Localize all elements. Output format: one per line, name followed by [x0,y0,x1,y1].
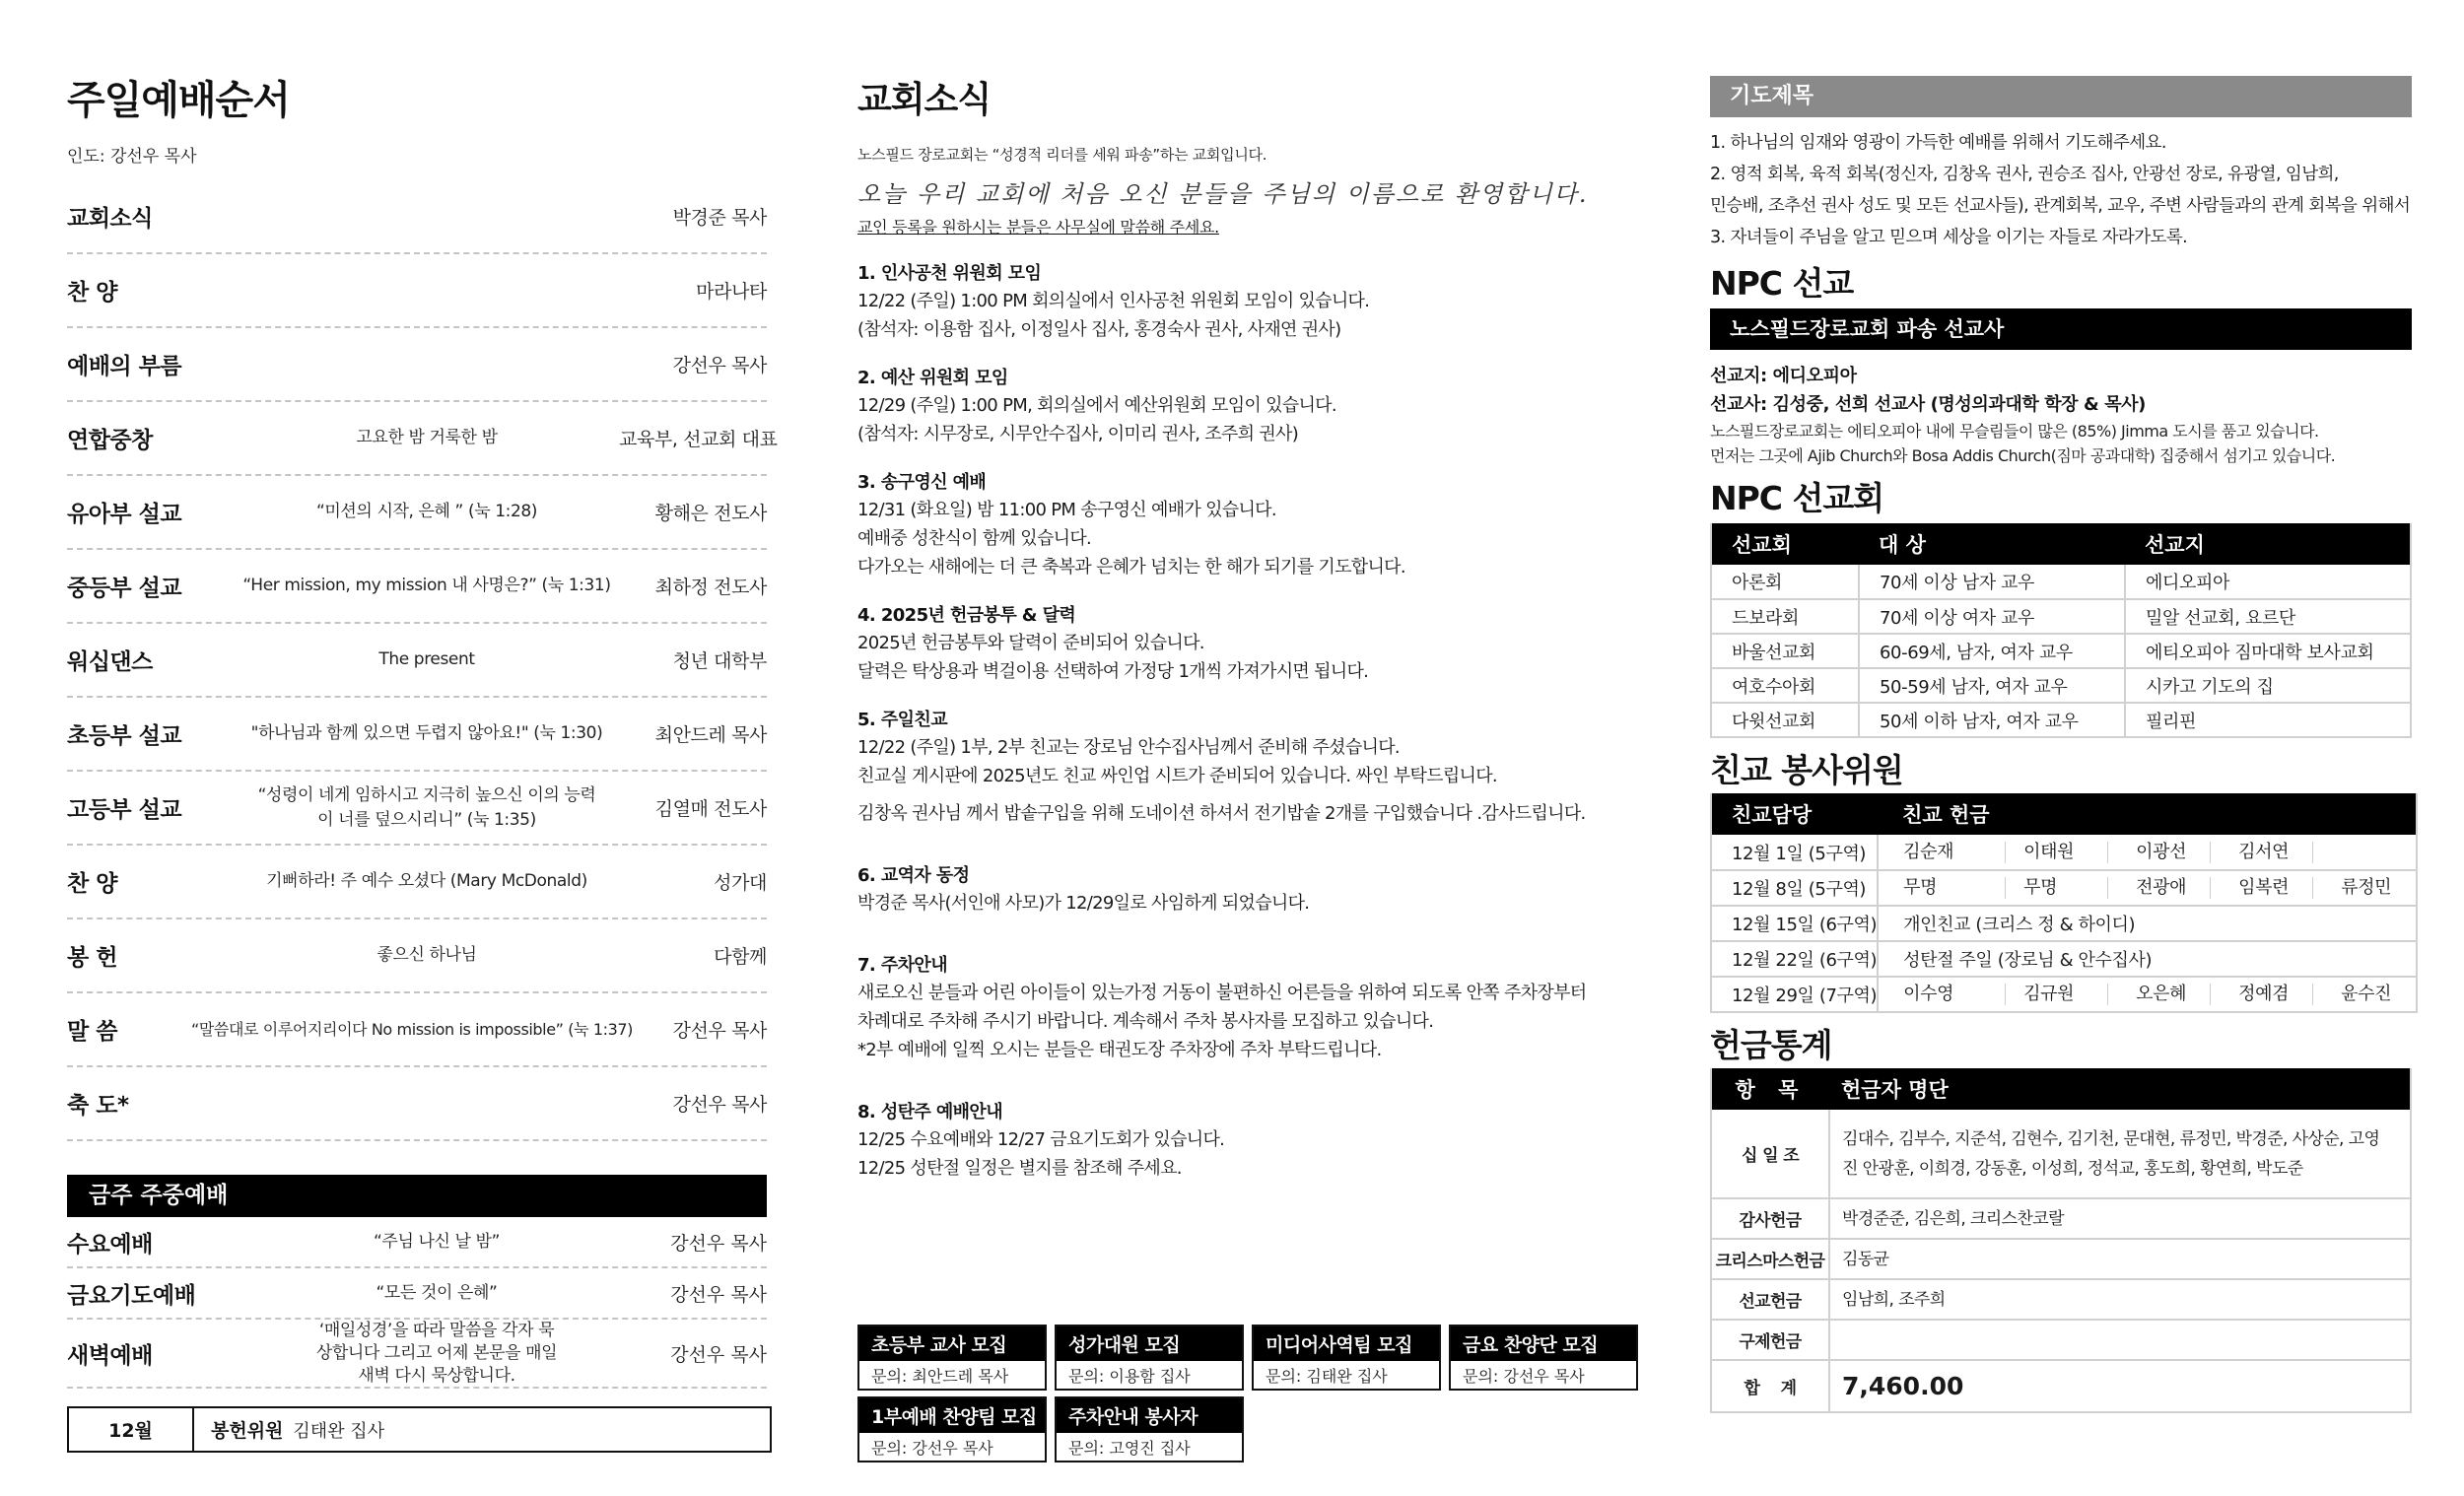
order-row [67,402,778,476]
order-item-name: 찬 양 [67,280,117,306]
news-line: (참석자: 이용함 집사, 이정일사 집사, 홍경숙사 권사, 사재연 권사) [857,319,1341,340]
cell: 밀알 선교회, 요르단 [2125,599,2411,634]
news-list [857,261,1646,1183]
order-item-title: “성령이 네게 임하시고 지극히 높으신 이의 능력이 너를 덮으시리니” (눅 1:35) [257,784,596,830]
npc-societies-title: NPC 선교회 [1710,479,1884,517]
fellowship-date: 12월 22일 (6구역) [1711,941,1878,977]
news-line: (참석자: 시무장로, 시무안수집사, 이미리 권사, 조주희 권사) [857,424,1299,444]
table-row [1711,1110,2411,1198]
news-item [857,1100,1646,1183]
news-line: 김창옥 권사님 께서 밥솥구입을 위해 도네이션 하셔서 전기밥솥 2개를 구입했습니다 .감사드립니다. [857,803,1586,824]
news-heading: 3. 송구영신 예배 [857,472,987,493]
table-row [1711,906,2417,941]
order-item-name: 초등부 설교 [67,723,182,749]
order-row [67,550,767,624]
cell: 여호수아회 [1711,668,1859,703]
news-line: 12/25 성탄절 일정은 별지를 참조해 주세요. [857,1158,1182,1179]
table-row [1711,941,2417,977]
order-row [67,772,767,846]
news-item [857,603,1646,686]
table-row [1711,599,2411,634]
name [2313,842,2416,863]
prayer-line: 1. 하나님의 임재와 영광이 가득한 예배를 위해서 기도해주세요. [1710,133,2166,153]
col-header: 선교지 [2125,523,2411,565]
offering-names: 임남희, 조주희 [1829,1279,2411,1320]
order-row [67,254,767,328]
offering-total-label: 합 계 [1711,1360,1829,1412]
order-row [67,846,767,919]
church-intro: 노스필드 장로교회는 “성경적 리더를 세워 파송”하는 교회입니다. [857,146,1267,164]
order-row [67,624,767,698]
order-item-name: 예배의 부름 [67,354,182,379]
order-row [67,180,767,254]
news-line: 12/31 (화요일) 밤 11:00 PM 송구영신 예배가 있습니다. [857,500,1276,520]
mission-desc: 먼저는 그곳에 Ajib Church와 Bosa Addis Church(짐마 공과대학) 집중해서 섬기고 있습니다. [1710,446,2336,465]
weekday-item-name: 수요예배 [67,1231,153,1258]
worship-order-column [67,77,778,1453]
missionary-bar: 노스필드장로교회 파송 선교사 [1710,308,2412,350]
news-line: 새로오신 분들과 어린 아이들이 있는가정 거동이 불편하신 어른들을 위하여 되도록 안쪽 주차장부터 [857,983,1587,1003]
news-line: 다가오는 새해에는 더 큰 축복과 은혜가 넘치는 한 해가 되기를 기도합니다. [857,557,1405,578]
cell: 아론회 [1711,565,1859,599]
recruitment-grid [857,1325,1646,1462]
order-item-title: “말씀대로 이루어지리이다 No mission is impossible” (눅 1:37) [190,1020,634,1039]
right-column [1710,76,2412,1413]
order-item-person: 최하정 전도사 [654,577,767,598]
recruit-box [857,1325,1047,1391]
order-row [67,698,767,772]
news-line: 예배중 성찬식이 함께 있습니다. [857,528,1092,549]
missionary-name: 선교사: 김성중, 선희 선교사 (명성의과대학 학장 & 목사) [1710,394,2146,415]
table-row [1711,1198,2411,1239]
recruit-title: 미디어사역팀 모집 [1254,1326,1439,1361]
cell: 필리핀 [2125,703,2411,737]
weekday-item-title: “주님 나신 날 밤” [374,1231,500,1252]
table-row [1711,1239,2411,1279]
recruit-title: 초등부 교사 모집 [859,1326,1045,1361]
col-header: 대 상 [1859,523,2125,565]
order-item-person: 강선우 목사 [672,1094,767,1116]
table-row [1711,703,2411,737]
recruit-title: 성가대원 모집 [1057,1326,1242,1361]
news-heading: 6. 교역자 동정 [857,865,970,886]
prayer-header: 기도제목 [1710,76,2412,117]
cell: 에티오피아 짐마대학 보사교회 [2125,634,2411,668]
order-item-name: 유아부 설교 [67,502,182,527]
fellowship-note: 개인친교 (크리스 정 & 하이디) [1878,906,2417,941]
table-row [1711,977,2417,1012]
fellowship-names [1879,984,2416,1005]
prayer-list [1710,127,2412,253]
news-heading: 8. 성탄주 예배안내 [857,1102,1003,1122]
church-news-column [857,79,1646,1204]
name: 임복련 [2211,877,2313,899]
mission-info [1710,362,2412,468]
offering-item: 선교헌금 [1711,1279,1829,1320]
news-item [857,470,1646,581]
news-line: 2025년 헌금봉투와 달력이 준비되어 있습니다. [857,633,1204,653]
order-row [67,1067,767,1141]
news-item [857,261,1646,344]
name: 이태원 [2006,842,2108,863]
recruit-contact: 문의: 고영진 집사 [1068,1439,1191,1458]
weekday-row [67,1320,767,1389]
name: 윤수진 [2341,984,2392,1004]
col-header: 항 목 [1711,1068,1829,1110]
col-header: 선교회 [1711,523,1859,565]
order-item-title: 고요한 밤 거룩한 밤 [356,428,498,447]
fellowship-date: 12월 8일 (5구역) [1711,870,1878,906]
cell: 50세 이하 남자, 여자 교우 [1859,703,2125,737]
registration-note: 교인 등록을 원하시는 분들은 사무실에 말씀해 주세요. [857,218,1219,237]
weekday-item-name: 금요기도예배 [67,1282,196,1309]
offering-names: 김동균 [1829,1239,2411,1279]
order-item-person: 교육부, 선교회 대표 [619,429,778,450]
order-item-title: 좋으신 하나님 [376,945,477,965]
order-row [67,328,767,402]
order-item-name: 연합중창 [67,428,153,453]
offering-names [1829,1320,2411,1360]
worship-order-title: 주일예배순서 [67,78,290,123]
news-line: 12/29 (주일) 1:00 PM, 회의실에서 예산위원회 모임이 있습니다. [857,395,1336,416]
news-heading: 7. 주차안내 [857,955,947,976]
offering-committee-box [67,1406,772,1453]
order-item-title: "하나님과 함께 있으면 두렵지 않아요!" (눅 1:30) [250,723,603,743]
weekday-item-title: “모든 것이 은혜” [376,1282,498,1303]
weekday-item-title: ‘매일성경’을 따라 말씀을 각자 묵상합니다 그리고 어제 본문을 매일 새벽 다시 묵상합니다. [315,1320,558,1386]
cell: 60-69세, 남자, 여자 교우 [1859,634,2125,668]
recruit-title: 금요 찬양단 모집 [1451,1326,1636,1361]
offering-stats-title: 헌금통계 [1710,1026,1832,1064]
order-item-title: “미션의 시작, 은혜 ” (눅 1:28) [315,502,538,521]
npc-mission-title: NPC 선교 [1710,264,1854,303]
order-item-person: 마라나타 [696,281,767,303]
table-row [1711,1320,2411,1360]
name: 김규원 [2006,984,2108,1005]
news-line: 달력은 탁상용과 벽걸이용 선택하여 가정당 1개씩 가져가시면 됩니다. [857,661,1369,682]
news-line: 12/22 (주일) 1부, 2부 친교는 장로님 안수집사님께서 준비해 주셨습니다. [857,737,1400,758]
recruit-contact: 문의: 최안드레 목사 [871,1367,1009,1386]
recruit-contact: 문의: 이용함 집사 [1068,1367,1191,1386]
order-item-title: 기뻐하라! 주 예수 오셨다 (Mary McDonald) [266,871,587,891]
societies-table [1710,523,2412,738]
cell: 드보라회 [1711,599,1859,634]
fellowship-names [1879,877,2416,899]
name: 류정민 [2341,877,2392,898]
offering-table [1710,1068,2412,1413]
name: 정예겸 [2211,984,2313,1005]
news-line: 박경준 목사(서인애 사모)가 12/29일로 사임하게 되었습니다. [857,893,1310,914]
table-row [1711,1279,2411,1320]
news-line: 친교실 게시판에 2025년도 친교 싸인업 시트가 준비되어 있습니다. 싸인 부탁드립니다. [857,766,1497,786]
name: 이광선 [2108,842,2211,863]
cell: 50-59세 남자, 여자 교우 [1859,668,2125,703]
committee-month: 12월 [69,1408,194,1451]
order-item-title: “Her mission, my mission 내 사명은?” (눅 1:31) [242,576,611,595]
order-row [67,993,767,1067]
order-item-person: 최안드레 목사 [654,724,767,746]
news-item [857,953,1646,1064]
table-row [1711,565,2411,599]
news-heading: 5. 주일친교 [857,710,947,730]
offering-item: 십 일 조 [1711,1110,1829,1198]
order-item-title: The present [378,649,475,669]
news-line: 12/22 (주일) 1:00 PM 회의실에서 인사공천 위원회 모임이 있습니다. [857,291,1370,311]
news-heading: 2. 예산 위원회 모임 [857,368,1008,388]
cell: 70세 이상 여자 교우 [1859,599,2125,634]
news-heading: 4. 2025년 헌금봉투 & 달력 [857,605,1076,626]
offering-item: 감사헌금 [1711,1198,1829,1239]
order-item-name: 찬 양 [67,871,117,897]
news-line: *2부 예배에 일찍 오시는 분들은 태권도장 주차장에 주차 부탁드립니다. [857,1040,1382,1060]
cell: 바울선교회 [1711,634,1859,668]
order-row [67,476,767,550]
col-header: 친교 헌금 [1878,793,2417,835]
welcome-message: 오늘 우리 교회에 처음 오신 분들을 주님의 이름으로 환영합니다. [857,180,1589,208]
order-item-person: 다함께 [714,946,767,968]
weekday-services-header: 금주 주중예배 [67,1175,767,1217]
table-row [1711,634,2411,668]
mission-desc: 노스필드장로교회는 에티오피아 내에 무슬림들이 많은 (85%) Jimma 도시를 품고 있습니다. [1710,422,2319,441]
fellowship-date: 12월 1일 (5구역) [1711,835,1878,870]
recruit-contact: 문의: 강선우 목사 [1463,1367,1585,1386]
fellowship-names [1879,842,2416,863]
offering-item: 크리스마스헌금 [1711,1239,1829,1279]
recruit-box [857,1396,1047,1462]
order-item-name: 봉 헌 [67,945,117,971]
order-item-person: 강선우 목사 [672,1020,767,1042]
order-item-name: 축 도* [67,1093,129,1119]
news-item [857,366,1646,448]
news-line: 차례대로 주차해 주시기 바랍니다. 계속해서 주차 봉사자를 모집하고 있습니다. [857,1011,1434,1032]
name: 김서연 [2211,842,2313,863]
prayer-line: 민승배, 조추선 권사 성도 및 모든 선교사들), 관계회복, 교우, 주변 사람들과의 관계 회복을 위해서 [1710,196,2411,216]
recruit-contact: 문의: 강선우 목사 [871,1439,993,1458]
news-heading: 1. 인사공천 위원회 모임 [857,263,1042,284]
fellowship-title: 친교 봉사위원 [1710,751,1903,789]
name: 무명 [1903,877,2006,899]
weekday-item-person: 강선우 목사 [670,1232,767,1255]
fellowship-date: 12월 15일 (6구역) [1711,906,1878,941]
committee-member: 김태완 집사 [293,1420,385,1442]
order-row [67,919,767,993]
prayer-line: 3. 자녀들이 주님을 알고 믿으며 세상을 이기는 자들로 자라가도록. [1710,228,2188,247]
weekday-item-person: 강선우 목사 [670,1283,767,1306]
weekday-item-person: 강선우 목사 [670,1343,767,1366]
recruit-title: 1부예배 찬양팀 모집 [859,1398,1045,1433]
order-item-person: 김열매 전도사 [654,798,767,820]
recruit-box [1449,1325,1638,1391]
weekday-row [67,1217,767,1268]
order-item-person: 강선우 목사 [672,355,767,376]
table-row [1711,870,2417,906]
order-item-person: 황해은 전도사 [654,503,767,524]
order-item-name: 고등부 설교 [67,797,182,823]
recruit-box [1252,1325,1441,1391]
cell: 70세 이상 남자 교우 [1859,565,2125,599]
mission-field: 선교지: 에디오피아 [1710,366,1857,386]
order-item-person: 청년 대학부 [672,650,767,672]
recruit-box [1055,1396,1244,1462]
table-row [1711,668,2411,703]
weekday-row [67,1268,767,1320]
col-header: 헌금자 명단 [1829,1068,2411,1110]
order-item-person: 박경준 목사 [672,207,767,229]
order-item-name: 교회소식 [67,206,153,232]
news-item [857,863,1646,918]
fellowship-note: 성탄절 주일 (장로님 & 안수집사) [1878,941,2417,977]
order-item-name: 중등부 설교 [67,576,182,601]
name: 오은혜 [2108,984,2211,1005]
order-item-name: 말 씀 [67,1019,117,1045]
fellowship-table [1710,793,2418,1013]
recruit-box [1055,1325,1244,1391]
weekday-item-name: 새벽예배 [67,1342,153,1369]
offering-names: 김대수, 김부수, 지준석, 김현수, 김기천, 문대현, 류정민, 박경준, 사상순, 고영진 안광훈, 이희경, 강동훈, 이성희, 정석교, 홍도희, 황연희, 박도준 [1829,1110,2411,1198]
recruit-title: 주차안내 봉사자 [1057,1398,1242,1433]
news-line: 12/25 수요예배와 12/27 금요기도회가 있습니다. [857,1129,1225,1150]
church-news-title: 교회소식 [857,80,992,120]
table-row [1711,835,2417,870]
worship-order-list [67,180,778,1141]
cell: 에디오피아 [2125,565,2411,599]
prayer-line: 2. 영적 회복, 육적 회복(정신자, 김창옥 권사, 권승조 집사, 안광선 장로, 유광열, 임남희, [1710,165,2339,184]
col-header: 친교담당 [1711,793,1878,835]
cell: 시카고 기도의 집 [2125,668,2411,703]
news-item [857,708,1646,828]
committee-role: 봉헌위원 [211,1420,284,1442]
order-item-name: 워십댄스 [67,649,153,675]
offering-item: 구제헌금 [1711,1320,1829,1360]
name: 이수영 [1903,984,2006,1005]
offering-total-value: 7,460.00 [1829,1360,2411,1412]
order-item-person: 성가대 [714,872,767,894]
offering-names: 박경준준, 김은희, 크리스찬코랄 [1829,1198,2411,1239]
name: 무명 [2006,877,2108,899]
recruit-contact: 문의: 김태완 집사 [1266,1367,1388,1386]
fellowship-date: 12월 29일 (7구역) [1711,977,1878,1012]
name: 김순재 [1903,842,2006,863]
worship-leader: 인도: 강선우 목사 [67,147,197,167]
name: 전광애 [2108,877,2211,899]
cell: 다윗선교회 [1711,703,1859,737]
table-row [1711,1360,2411,1412]
